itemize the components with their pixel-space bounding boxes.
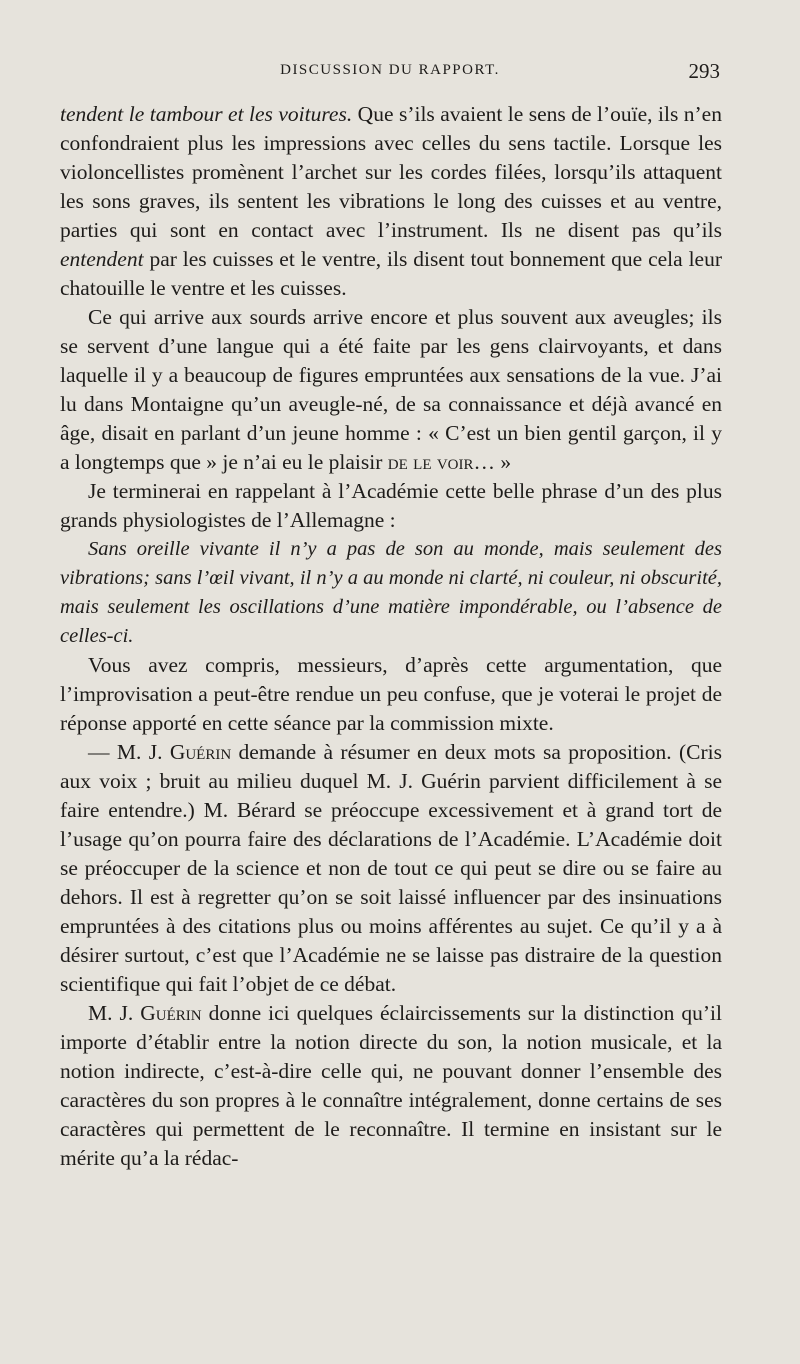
paragraph-2-small-caps: de le voir (387, 450, 474, 474)
running-head: DISCUSSION DU RAPPORT. (280, 62, 500, 78)
paragraph-1-end: par les cuisses et le ventre, ils disent tout bonnement que cela leur chatouille le ventre et les cuisses. (60, 247, 722, 300)
paragraph-3: Je terminerai en rappelant à l’Académie cette belle phrase d’un des plus grands physiologistes de l’Allemagne : (60, 479, 722, 532)
quotation: Sans oreille vivante il n’y a pas de son au monde, mais seulement des vibrations; sans l’œil vivant, il n’y a au monde ni clarté, ni couleur, ni obscurité, mais seulement les oscillations d’une matière impondérable, ou l’absence de celles-ci. (60, 538, 722, 647)
paragraph-1-text: Que s’ils avaient le sens de l’ouïe, ils n’en confondraient plus les impressions avec celles du sens tactile. Lorsque les violoncellistes promènent l’archet sur les cordes filées, lorsqu’ils attaquent les sons graves, ils sentent les vibrations le long des cuisses et au ventre, parties qui sont en contact avec l’instrument. Ils ne disent pas qu’ils (60, 102, 722, 242)
paragraph-1-italic-word: entendent (60, 247, 144, 271)
paragraph-2-end: … » (473, 450, 512, 474)
page-header (60, 59, 720, 90)
paragraph-5: Vous avez compris, messieurs, d’après cette argumentation, que l’improvisation a peut-être rendue un peu confuse, que je voterai le projet de réponse apporté en cette séance par la commission mixte. (60, 653, 722, 735)
paragraph-7-start: M. J. (88, 1001, 141, 1025)
paragraph-1-italic-start: tendent le tambour et les voitures. (60, 102, 353, 126)
paragraph-7 (60, 999, 722, 1173)
paragraph-6-text: demande à résumer en deux mots sa proposition. (Cris aux voix ; bruit au milieu duquel M. J. Guérin parvient difficilement à se faire entendre.) M. Bérard se préoccupe excessivement et à grand tort de l’usage qu’on pourra faire des déclarations de l’Académie. L’Académie doit se préoccuper de la science et non de tout ce qui peut se dire ou se faire au dehors. Il est à regretter qu’on se soit laissé influencer par des insinuations empruntées à des citations plus ou moins afférentes au sujet. Ce qu’il y a à désirer surtout, c’est que l’Académie ne se laisse pas distraire de la question scientifique qui fait l’objet de ce débat. (60, 740, 722, 996)
paragraph-7-text: donne ici quelques éclaircissements sur la distinction qu’il importe d’établir entre la notion directe du son, la notion musicale, et la notion indirecte, c’est-à-dire celle qui, ne pouvant donner l’ensemble des caractères du son propres à le connaître intégralement, donne certains de ses caractères qui permettent de le reconnaître. Il termine en insistant sur le mérite qu’a la rédac- (60, 1001, 722, 1170)
paragraph-6 (60, 738, 722, 999)
page-body (60, 100, 722, 1173)
paragraph-1 (60, 100, 722, 303)
page-number: 293 (688, 59, 720, 83)
speaker-name-2: Guérin (140, 1001, 202, 1025)
speaker-name: Guérin (169, 740, 232, 764)
paragraph-2-text: Ce qui arrive aux sourds arrive encore et plus souvent aux aveugles; ils se servent d’une langue qui a été faite par les gens clairvoyants, et dans laquelle il y a beaucoup de figures empruntées aux sensations de la vue. J’ai lu dans Montaigne qu’un aveugle-né, de sa connaissance et déjà avancé en âge, disait en parlant d’un jeune homme : « C’est un bien gentil garçon, il y a longtemps que » je n’ai eu le plaisir (60, 305, 722, 474)
paragraph-6-dash: — M. J. (88, 740, 170, 764)
paragraph-2 (60, 303, 722, 477)
